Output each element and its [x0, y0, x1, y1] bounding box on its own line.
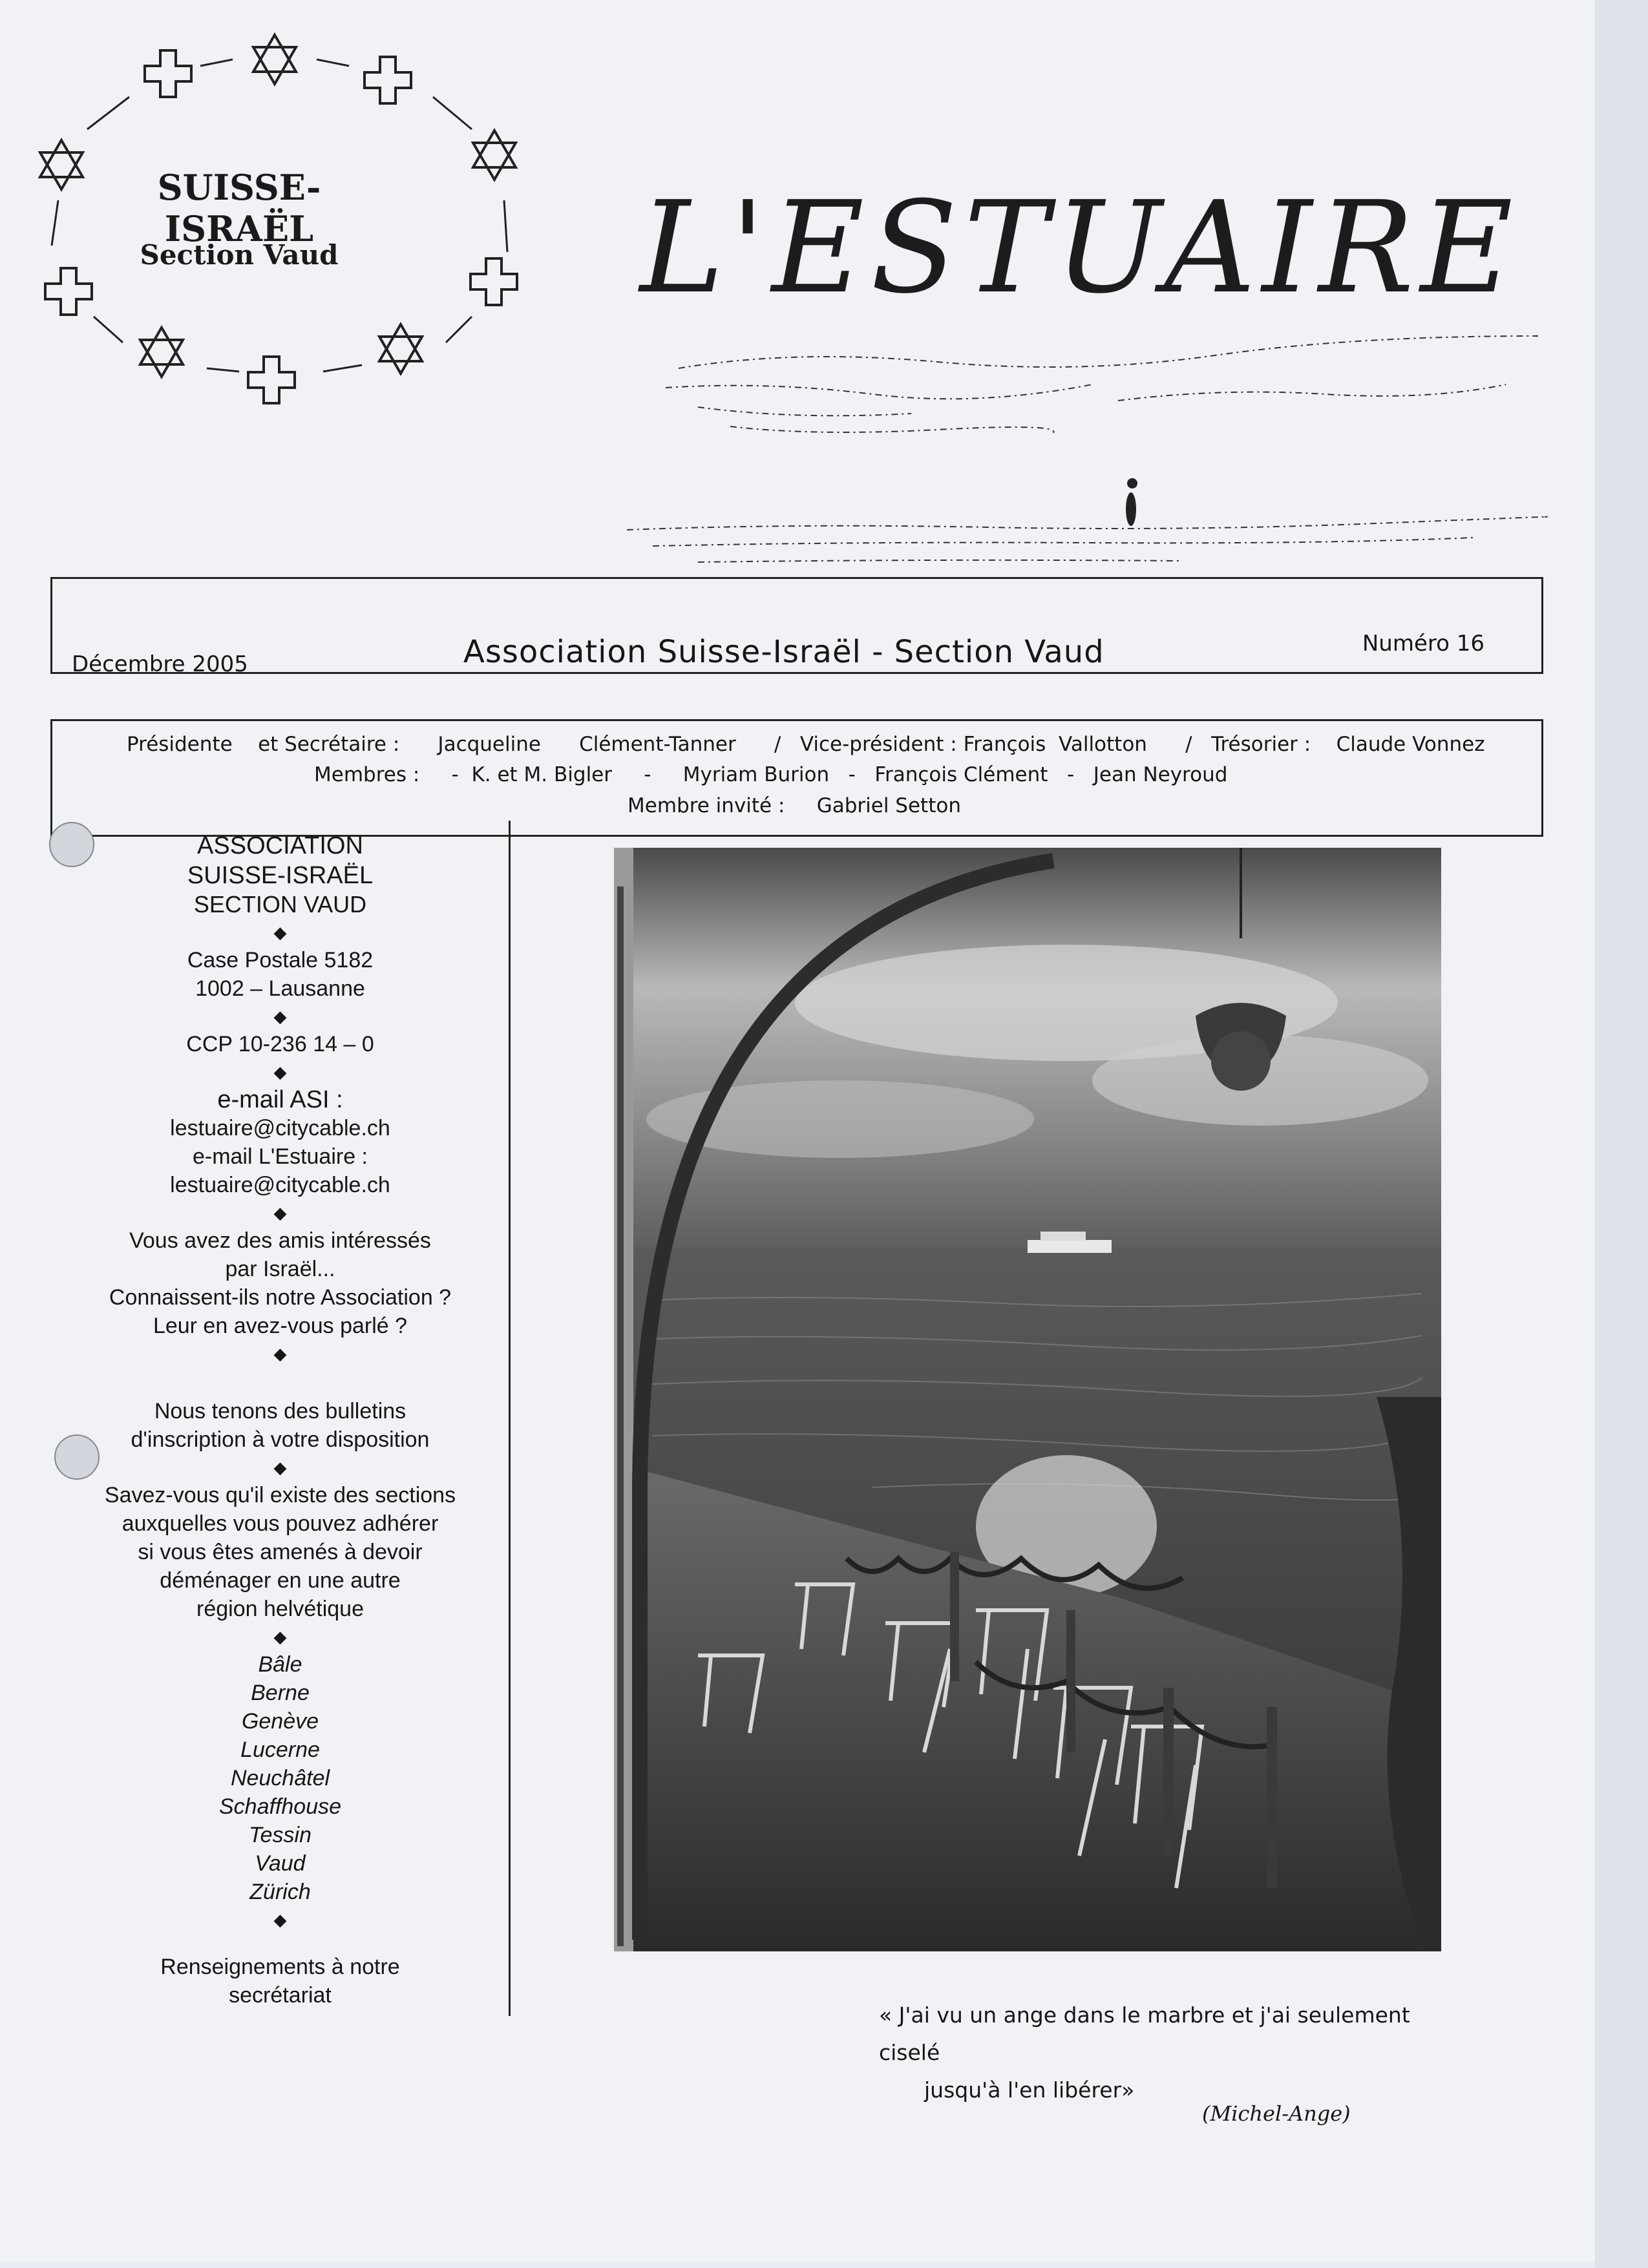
committee-line-1: Présidente et Secrétaire : Jacqueline Clément-Tanner / Vice-président : François Vallotton / Trésorier : Claude Vonnez: [127, 733, 1485, 756]
section-item: Zürich: [249, 1880, 311, 1904]
org-name-3: SECTION VAUD: [193, 891, 367, 918]
section-item: Genève: [241, 1709, 319, 1734]
committee-line-2: Membres : - K. et M. Bigler - Myriam Burion - François Clément - Jean Neyroud: [314, 763, 1228, 786]
logo-subtitle: Section Vaud: [140, 239, 339, 271]
friends-text-1: Vous avez des amis intéressés: [129, 1228, 431, 1253]
masthead-title: L'ESTUAIRE: [640, 174, 1519, 322]
estuary-sketch: [601, 310, 1551, 582]
section-item: Tessin: [248, 1823, 312, 1847]
issue-number: Numéro 16: [1362, 631, 1484, 656]
sections-intro-1: Savez-vous qu'il existe des sections: [104, 1483, 456, 1507]
address-line-2: 1002 – Lausanne: [195, 976, 365, 1001]
sections-intro-3: si vous êtes amenés à devoir: [138, 1540, 423, 1564]
association-logo: [26, 26, 530, 407]
committee-box: [50, 719, 1543, 837]
email-asi-label: e-mail ASI :: [217, 1086, 343, 1113]
friends-text-3: Connaissent-ils notre Association ?: [109, 1285, 452, 1310]
bullet-icon: ◆: [273, 1627, 287, 1646]
info-text-2: secrétariat: [229, 1983, 332, 2008]
bulletins-text-2: d'inscription à votre disposition: [131, 1427, 430, 1452]
sections-list: [52, 1650, 509, 1906]
quote-line-2: jusqu'à l'en libérer»: [924, 2077, 1135, 2103]
logo-title: SUISSE-ISRAËL: [157, 167, 321, 249]
bullet-icon: ◆: [273, 1203, 287, 1223]
bullet-icon: ◆: [273, 1458, 287, 1477]
email-estuaire-label: e-mail L'Estuaire :: [192, 1144, 368, 1169]
bullet-icon: ◆: [273, 923, 287, 942]
org-name-2: SUISSE-ISRAËL: [187, 862, 374, 889]
sections-intro-5: région helvétique: [196, 1597, 364, 1621]
friends-text-4: Leur en avez-vous parlé ?: [153, 1314, 408, 1338]
org-name-1: ASSOCIATION: [197, 832, 363, 859]
bullet-icon: ◆: [273, 1910, 287, 1929]
address-line-1: Case Postale 5182: [187, 948, 374, 972]
section-item: Berne: [251, 1681, 310, 1705]
association-name: Association Suisse-Israël - Section Vaud: [463, 634, 1104, 670]
quote-author: (Michel-Ange): [1202, 2101, 1351, 2126]
info-column: [52, 821, 511, 2016]
section-item: Vaud: [255, 1851, 306, 1876]
bullet-icon: ◆: [273, 1344, 287, 1363]
estuary-sketch-icon: [601, 310, 1551, 582]
bullet-icon: ◆: [273, 1062, 287, 1082]
quote-block: [879, 1997, 1461, 2109]
ccp-number: CCP 10-236 14 – 0: [186, 1032, 374, 1056]
sections-intro-2: auxquelles vous pouvez adhérer: [121, 1511, 439, 1536]
section-item: Bâle: [258, 1652, 302, 1677]
email-asi-link[interactable]: lestuaire@citycable.ch: [170, 1116, 390, 1140]
committee-line-3: Membre invité : Gabriel Setton: [628, 794, 961, 817]
friends-text-2: par Israël...: [225, 1257, 335, 1281]
bullet-icon: ◆: [273, 1007, 287, 1026]
info-text-1: Renseignements à notre: [160, 1955, 400, 1979]
section-item: Neuchâtel: [230, 1766, 330, 1790]
bulletins-text-1: Nous tenons des bulletins: [154, 1399, 407, 1423]
quote-line-1: « J'ai vu un ange dans le marbre et j'ai seulement ciselé: [879, 2002, 1410, 2065]
section-item: Schaffhouse: [218, 1794, 342, 1819]
issue-date: Décembre 2005: [72, 651, 248, 677]
email-estuaire-link[interactable]: lestuaire@citycable.ch: [170, 1173, 390, 1197]
section-item: Lucerne: [240, 1738, 320, 1762]
sections-intro-4: déménager en une autre: [160, 1568, 401, 1593]
issue-header-bar: [50, 577, 1543, 677]
cover-photo: [614, 848, 1441, 1951]
page-edge: [1595, 0, 1648, 2268]
cover-photo-image: [614, 848, 1441, 1951]
